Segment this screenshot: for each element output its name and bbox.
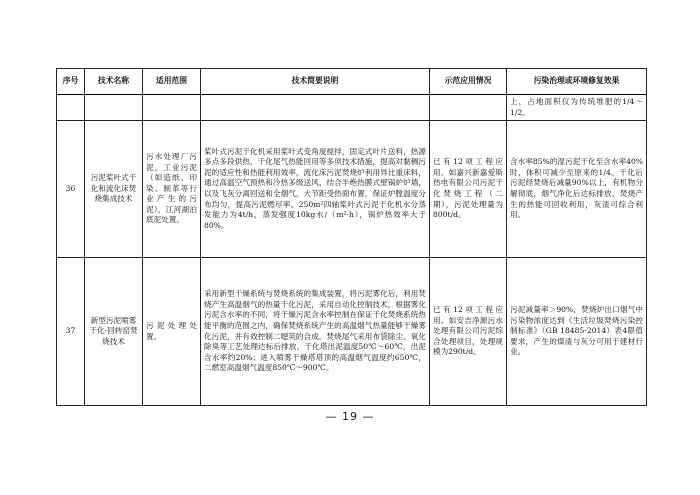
row-no: 37: [57, 258, 85, 406]
row-scope: [143, 95, 201, 121]
header-description: 技术简要说明: [201, 69, 430, 95]
table-row: [57, 121, 647, 258]
row-demo: 已有12项工程应用。如嘉兴新嘉爱斯热电有限公司污泥干化焚烧工程（二期），污泥处理量为800t/d。: [430, 121, 507, 258]
row-effect: 污泥减量率＞90%，焚烧炉出口烟气中污染物浓度达到《生活垃圾焚烧污染控制标准》（GB 18485-2014）表4限值要求，产生的煤渣与灰分可用于建材行业。: [507, 258, 647, 406]
row-description: [201, 95, 430, 121]
page-number: — 19 —: [325, 410, 375, 423]
table-row: [57, 258, 647, 406]
header-no: 序号: [57, 69, 85, 95]
row-demo: 已有12项工程应用。如安吉净源污水处理有限公司污泥综合处理项目，处理规模为290t/d。: [430, 258, 507, 406]
row-scope: 污水处理厂污泥，工业污泥（如造纸、印染、制革等行业产生的污泥），江河湖泊底泥处置。: [143, 121, 201, 258]
row-tech-name: 新型污泥喷雾干化-回转窑焚烧技术: [85, 258, 143, 406]
technology-table: [56, 68, 647, 406]
table-row: [57, 95, 647, 121]
row-description: 采用新型干燥系统与焚烧系统的集成装置，将污泥雾化后，利用焚烧产生高温烟气的热量干化污泥，采用自动化控制技术，根据雾化污泥含水率的不同，将干燥污泥含水率控制在保证干化焚烧系统热能平衡的范围之内，确保焚烧系统产生的高温烟气热量能够干燥雾化污泥，并有效控制二噁英的合成。焚烧尾气采用布袋除尘、氧化除臭等工艺处理达标后排放，干化塔出泥温度50℃～60℃，出泥含水率约20%；进入喷雾干燥塔塔顶的高温烟气温度约650℃，二燃室高温烟气温度850℃～900℃。: [201, 258, 430, 406]
row-no: 36: [57, 121, 85, 258]
row-demo: [430, 95, 507, 121]
table-header-row: [57, 69, 647, 95]
row-tech-name: [85, 95, 143, 121]
row-scope: 污泥处理处置。: [143, 258, 201, 406]
row-effect: 含水率85%的湿污泥干化至含水率40%时，体积可减少至原来的1/4。干化后污泥经焚烧后减量90%以上，有机物分解彻底，烟气净化后达标排放，焚烧产生的热能可回收利用，灰渣可综合利用。: [507, 121, 647, 258]
header-effect: 污染治理或环境修复效果: [507, 69, 647, 95]
row-description: 桨叶式污泥干化机采用桨叶式变角度搅拌，固定式叶片送料，热源多点多段供热，干化尾气热能回用等多项技术措施，提高对黏稠污泥的适应性和热能利用效率，流化床污泥焚烧炉利用异比重床料，通过高温空气预热和冷热多级送风，结合半绝热膜式壁锅炉炉墙，以及飞灰分离回送和全烟气，大节距受热面布置，保证炉膛温度分布均匀，提高污泥燃尽率。250m²四轴桨叶式污泥干化机水分蒸发能力为4t/h，蒸发强度10kg水/（m²·h），锅炉热效率大于80%。: [201, 121, 430, 258]
header-demo: 示范应用情况: [430, 69, 507, 95]
row-tech-name: 污泥桨叶式干化和流化床焚烧集成技术: [85, 121, 143, 258]
header-tech-name: 技术名称: [85, 69, 143, 95]
header-scope: 适用范围: [143, 69, 201, 95]
row-effect: 上，占地面积仅为传统堆肥的1/4～1/2。: [507, 95, 647, 121]
row-no: [57, 95, 85, 121]
